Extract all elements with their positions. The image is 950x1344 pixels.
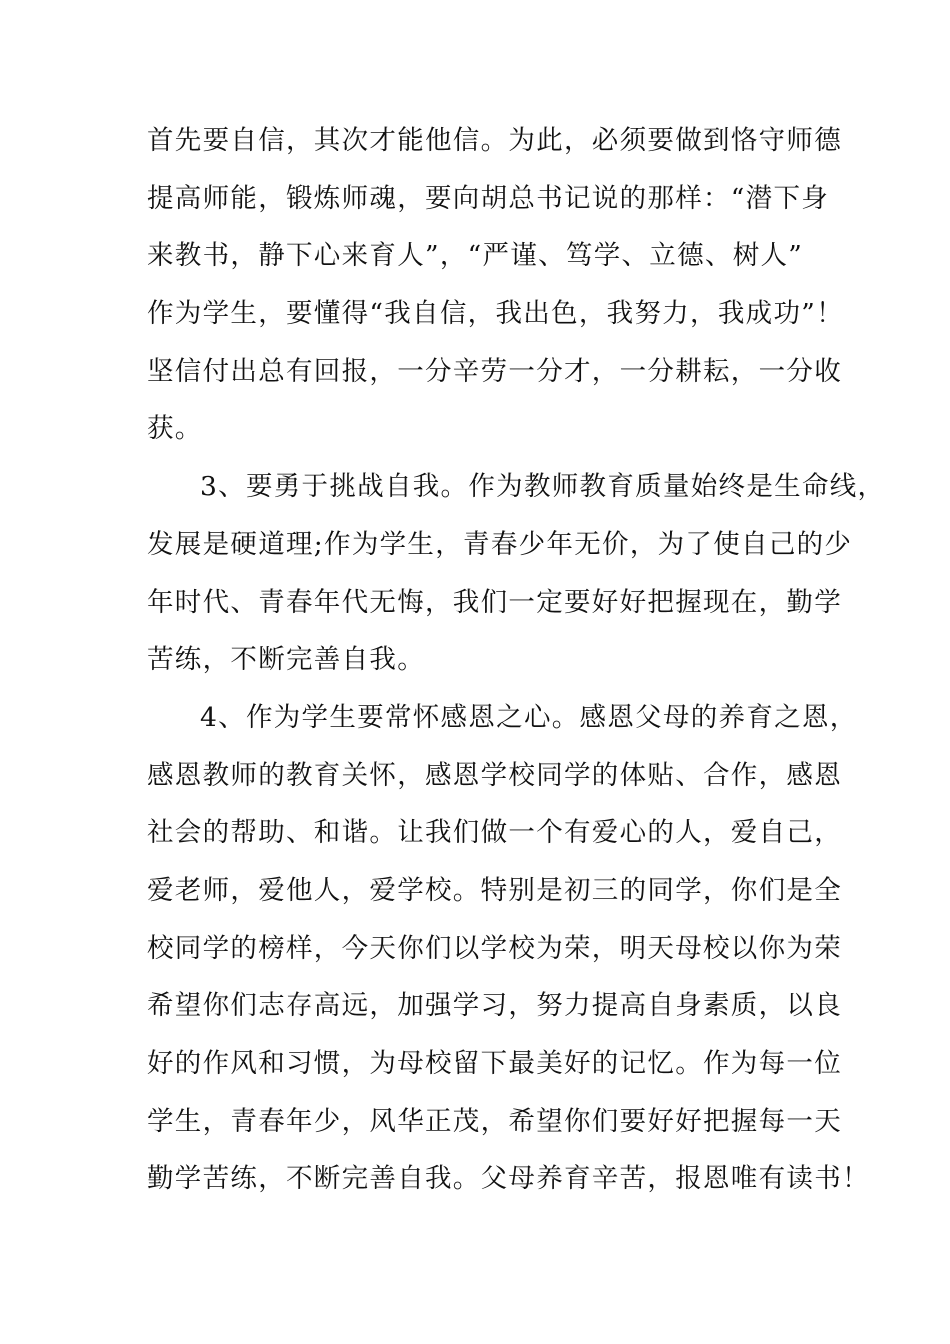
paragraph-start-line: 4、作为学生要常怀感恩之心。感恩父母的养育之恩，	[200, 701, 858, 733]
text-line: 勤学苦练，不断完善自我。父母养育辛苦，报恩唯有读书！	[147, 1163, 870, 1195]
paragraph-start-line: 3、要勇于挑战自我。作为教师教育质量始终是生命线，	[200, 471, 886, 503]
text-line: 好的作风和习惯，为母校留下最美好的记忆。作为每一位	[147, 1048, 842, 1079]
text-line: 坚信付出总有回报，一分辛劳一分才，一分耕耘，一分收	[147, 355, 842, 387]
text-line: 提高师能，锻炼师魂，要向胡总书记说的那样：“潜下身	[147, 182, 830, 214]
text-line: 获。	[147, 413, 203, 445]
text-line: 感恩教师的教育关怀，感恩学校同学的体贴、合作，感恩	[147, 759, 842, 791]
text-line: 来教书，静下心来育人”，“严谨、笃学、立德、树人”	[147, 240, 804, 272]
text-line: 发展是硬道理;作为学生，青春少年无价，为了使自己的少	[147, 528, 853, 560]
text-line: 学生，青春年少，风华正茂，希望你们要好好把握每一天	[147, 1105, 842, 1137]
text-line: 社会的帮助、和谐。让我们做一个有爱心的人，爱自己，	[147, 817, 842, 849]
text-line: 爱老师，爱他人，爱学校。特别是初三的同学，你们是全	[147, 874, 842, 906]
text-line: 年时代、青春年代无悔，我们一定要好好把握现在，勤学	[147, 586, 842, 618]
text-line: 苦练，不断完善自我。	[147, 644, 425, 676]
text-line: 作为学生，要懂得“我自信，我出色，我努力，我成功”！	[147, 298, 844, 330]
text-line: 首先要自信，其次才能他信。为此，必须要做到恪守师德	[147, 125, 842, 156]
text-line: 校同学的榜样，今天你们以学校为荣，明天母校以你为荣	[147, 932, 842, 964]
document-body	[147, 112, 886, 1208]
text-line: 希望你们志存高远，加强学习，努力提高自身素质，以良	[147, 990, 842, 1022]
